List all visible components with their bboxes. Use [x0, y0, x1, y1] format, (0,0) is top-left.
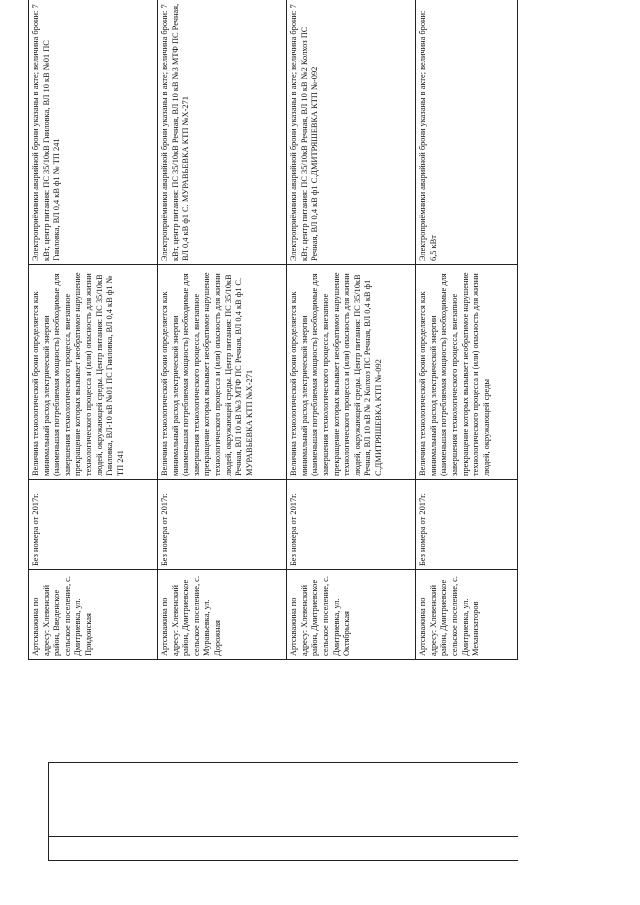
description-cell: Величина технологической брони определяется как минимальный расход электрической энергии (наименьшая потребляемая мощность) необходимые для завершения технологического процесса, внезапное прекращение которых вызывает необратимое нарушение технологического процесса и (или) опасность для жизни людей, окружающей среды. Центр питания: ПС 35/10кВ Гниловка, ВЛ-10 кВ №01 ПС Гниловка, ВЛ 0,4 кВ ф1 № ТП 241	[29, 265, 158, 480]
description-cell: Величина технологической брони определяется как минимальный расход электрической энергии (наименьшая потребляемая мощность) необходимые для завершения технологического процесса, внезапное прекращение которых вызывает необратимое нарушение технологического процесса и (или) опасность для жизни людей, окружающей среды	[416, 265, 518, 480]
number-cell: Без номера от 2017г.	[287, 480, 416, 570]
description-cell: Величина технологической брони определяется как минимальный расход электрической энергии (наименьшая потребляемая мощность) необходимые для завершения технологического процесса, внезапное прекращение которых вызывает необратимое нарушение технологического процесса и (или) опасность для жизни людей, окружающей среды. Центр питания: ПС 35/10кВ Речная, ВЛ 10 кВ №3 МТФ ПС Речная, ВЛ 0,4 кВ ф1 С. МУРАВЬЕВКА КТП №Х-271	[158, 265, 287, 480]
table-row	[416, 0, 518, 660]
table-rule	[48, 836, 518, 837]
emergency-cell: Электроприёмники аварийной брони указаны в акте; величина брони: 7 кВт, центр питания: ПС 35/10кВ Речная, ВЛ 10 кВ №2 Колхоз ПС Речная, ВЛ 0,4 кВ ф1 С.ДМИТРЯШЕВКА КТП №-092	[287, 0, 416, 265]
emergency-cell: Электроприёмники аварийной брони указаны в акте; величина брони: 7 кВт, центр питания: ПС 35/10кВ Речная, ВЛ 10 кВ №3 МТФ ПС Речная, ВЛ 0,4 кВ ф1 С. МУРАВЬЕВКА КТП №Х-271	[158, 0, 287, 265]
table-row	[29, 0, 158, 660]
table-rule	[48, 762, 518, 763]
address-cell: Артскважина по адресу: Хлевенский район, Дмитриевское сельское поселение, с. Дмитриевка, ул. Механизаторов	[416, 570, 518, 660]
emergency-cell: Электроприёмники аварийной брони указаны в акте; величина брони: 7 кВт, центр питания: ПС 35/10кВ Гниловка, ВЛ 10 кВ №01 ПС Гниловка, ВЛ 0,4 кВ ф1 № ТП 241	[29, 0, 158, 265]
power-reserve-table	[28, 0, 518, 660]
address-cell: Артскважина по адресу: Хлевенский район, Дмитриевское сельское поселение, с. Дмитриевка, ул. Октябрьская	[287, 570, 416, 660]
description-cell: Величина технологической брони определяется как минимальный расход электрической энергии (наименьшая потребляемая мощность) необходимые для завершения технологического процесса, внезапное прекращение которых вызывает необратимое нарушение технологического процесса и (или) опасность для жизни людей, окружающей среды. Центр питания: ПС 35/10кВ Речная, ВЛ 10 кВ № 2 Колхоз ПС Речная, ВЛ 0,4 кВ ф1 С.ДМИТРЯШЕВКА КТП №-092	[287, 265, 416, 480]
table-row	[287, 0, 416, 660]
number-cell: Без номера от 2017г.	[416, 480, 518, 570]
table-row	[158, 0, 287, 660]
emergency-cell: Электроприёмники аварийной брони указаны в акте; величина брони: 6,5 кВт	[416, 0, 518, 265]
address-cell: Артскважина по адресу: Хлевенский район, Введенское сельское поселение, с. Дмитриевка, ул. Придонская	[29, 570, 158, 660]
rotated-table	[28, 0, 518, 660]
table-rule	[48, 860, 518, 861]
number-cell: Без номера от 2017г.	[158, 480, 287, 570]
table-rule	[48, 762, 49, 860]
address-cell: Артскважина по адресу: Хлевенский район, Дмитриевское сельское поселение, с. Муравьевка, ул. Дорожная	[158, 570, 287, 660]
number-cell: Без номера от 2017г.	[29, 480, 158, 570]
